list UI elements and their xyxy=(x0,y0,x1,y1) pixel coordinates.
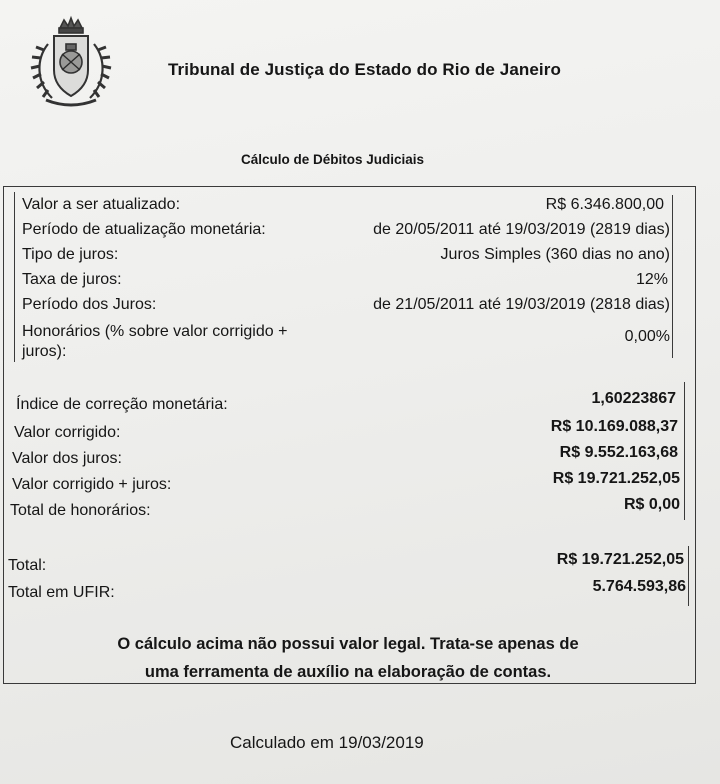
results-box-right-border xyxy=(684,382,685,520)
total-label: Total em UFIR: xyxy=(8,584,115,601)
document-title: Cálculo de Débitos Judiciais xyxy=(241,152,425,167)
result-value: 1,60223867 xyxy=(591,390,676,407)
result-value: R$ 19.721.252,05 xyxy=(552,470,680,487)
param-row-taxa-juros xyxy=(22,271,668,289)
result-value: R$ 9.552.163,68 xyxy=(559,444,678,461)
result-label: Valor corrigido + juros: xyxy=(12,476,172,493)
param-label: Valor a ser atualizado: xyxy=(22,196,181,213)
result-value: R$ 10.169.088,37 xyxy=(550,418,678,435)
total-row-total xyxy=(8,551,684,575)
result-row-valor-corrigido xyxy=(14,418,678,442)
param-row-honorarios xyxy=(22,322,670,362)
param-label: Tipo de juros: xyxy=(22,246,119,263)
result-row-corrigido-juros xyxy=(12,470,680,494)
result-row-valor-juros xyxy=(12,444,678,468)
result-label: Índice de correção monetária: xyxy=(16,396,228,413)
total-value: R$ 19.721.252,05 xyxy=(556,551,684,568)
coat-of-arms-seal-icon xyxy=(26,14,116,114)
parameters-box-right-border xyxy=(672,195,673,358)
result-label: Valor corrigido: xyxy=(14,424,121,441)
param-label: Taxa de juros: xyxy=(22,271,122,288)
result-row-indice xyxy=(16,390,676,414)
result-label: Total de honorários: xyxy=(10,502,151,519)
disclaimer-line-2: uma ferramenta de auxílio na elaboração de contas. xyxy=(144,663,552,681)
court-name-heading: Tribunal de Justiça do Estado do Rio de Janeiro xyxy=(168,60,561,79)
result-value: R$ 0,00 xyxy=(623,496,680,513)
param-label: Honorários (% sobre valor corrigido + juros): xyxy=(22,323,288,360)
param-value: de 20/05/2011 até 19/03/2019 (2819 dias) xyxy=(373,221,670,238)
total-value: 5.764.593,86 xyxy=(592,578,686,595)
param-value: R$ 6.346.800,00 xyxy=(545,196,664,213)
param-value: 0,00% xyxy=(624,328,670,345)
param-value: 12% xyxy=(635,271,668,288)
total-label: Total: xyxy=(8,557,47,574)
calculated-date: Calculado em 19/03/2019 xyxy=(230,733,424,752)
param-row-valor xyxy=(22,196,664,214)
total-row-ufir xyxy=(8,578,686,602)
param-row-tipo-juros xyxy=(22,246,670,264)
result-row-total-honorarios xyxy=(10,496,680,520)
param-value: Juros Simples (360 dias no ano) xyxy=(440,246,670,263)
disclaimer-line-1: O cálculo acima não possui valor legal. Trata-se apenas de xyxy=(117,635,579,653)
totals-box-right-border xyxy=(688,546,689,606)
legal-disclaimer xyxy=(40,630,656,686)
param-value: de 21/05/2011 até 19/03/2019 (2818 dias) xyxy=(373,296,670,313)
result-label: Valor dos juros: xyxy=(12,450,122,467)
param-row-periodo-atualizacao xyxy=(22,221,670,239)
param-label: Período de atualização monetária: xyxy=(22,221,266,238)
param-label: Período dos Juros: xyxy=(22,296,157,313)
param-row-periodo-juros xyxy=(22,296,670,314)
parameters-box-left-border xyxy=(14,192,15,362)
